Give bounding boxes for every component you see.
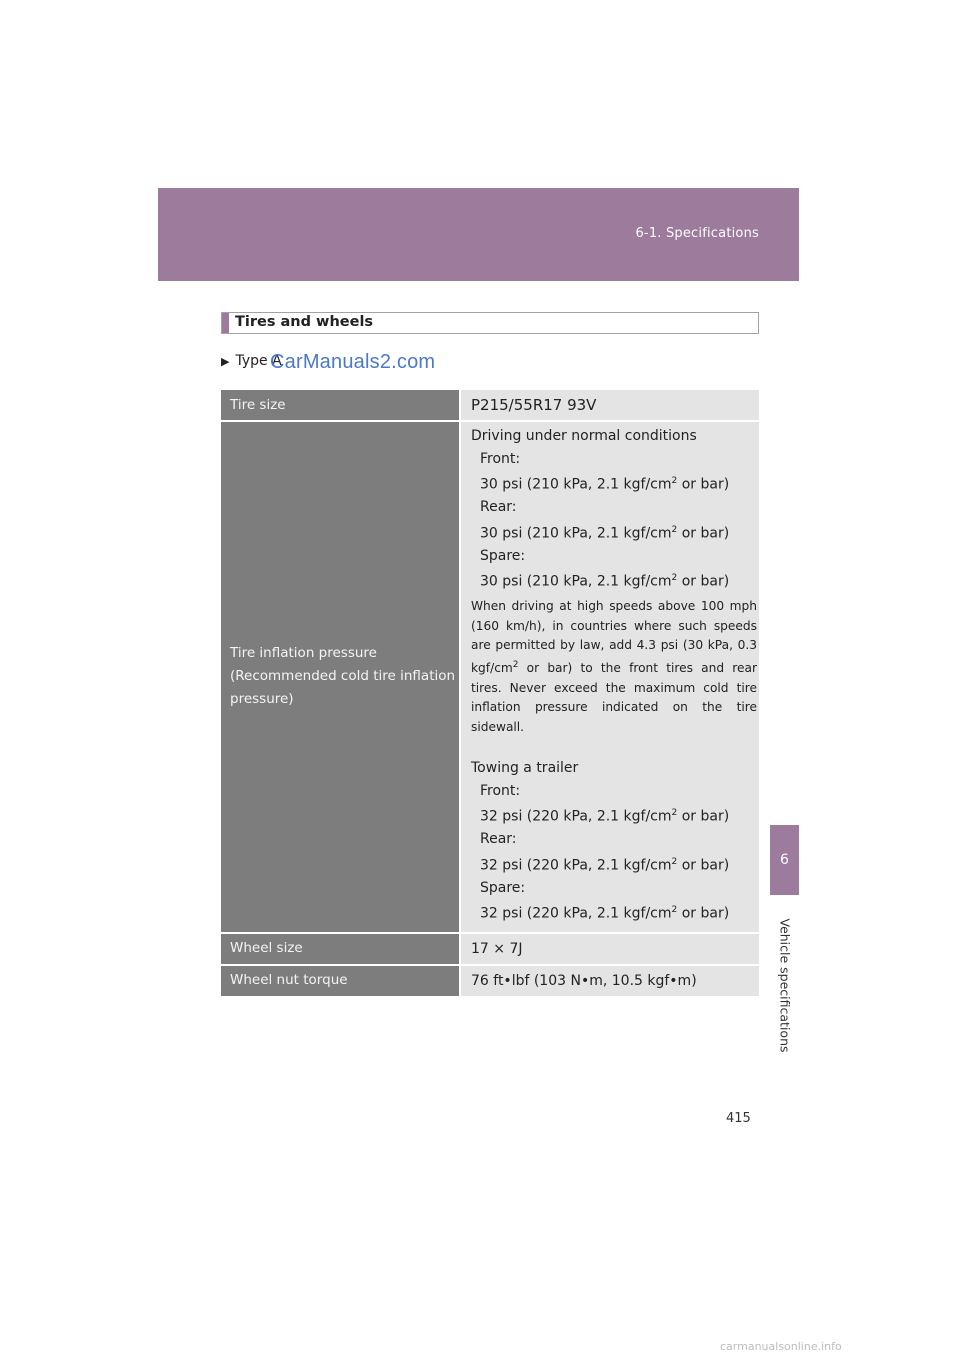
tow-front-value: 32 psi (220 kPa, 2.1 kgf/$cm^2$ or bar): [480, 808, 730, 825]
high-speed-note: When driving at high speeds above 100 mph (160 km/h), in countries where such speeds are permitted by law, add 4.3 psi (30 kPa, 0.3 kgf/$cm^2$ or bar) to the front tires and rear tires. Never exceed the maximum cold tire inflation pressure indicated on the tire sidewall.: [471, 599, 757, 734]
section-title: Tires and wheels: [235, 314, 374, 330]
tow-spare-label: Spare:: [480, 879, 526, 896]
tow-rear-label: Rear:: [480, 831, 517, 848]
wheel-size-label: Wheel size: [221, 933, 460, 965]
pressure-label-line1: Tire inflation pressure: [230, 645, 377, 662]
section-header: 6-1. Specifications: [635, 226, 759, 241]
chapter-tab[interactable]: 6: [770, 825, 799, 895]
watermark-logo[interactable]: CarManuals2.com: [270, 351, 436, 373]
tow-heading: Towing a trailer: [471, 760, 579, 777]
page-number: 415: [726, 1111, 751, 1126]
table-row-wheel-nut-torque: [221, 965, 759, 997]
pressure-value: [460, 421, 759, 933]
tow-rear-value: 32 psi (220 kPa, 2.1 kgf/$cm^2$ or bar): [480, 856, 730, 874]
rear-value: 30 psi (210 kPa, 2.1 kgf/$cm^2$ or bar): [480, 524, 730, 542]
spare-value: 30 psi (210 kPa, 2.1 kgf/$cm^2$ or bar): [480, 573, 730, 590]
wheel-size-value: 17 × 7J: [460, 933, 759, 965]
pressure-label: [221, 421, 460, 933]
pressure-label-line2: (Recommended cold tire inflation: [230, 668, 456, 685]
tire-size-value: P215/55R17 93V: [460, 390, 759, 421]
triangle-bullet-icon: ▶: [221, 354, 230, 368]
section-title-bar: [221, 312, 759, 334]
tow-front-label: Front:: [480, 782, 521, 799]
chapter-label-container: [752, 917, 818, 1053]
type-label: Type A: [235, 353, 282, 369]
wheel-nut-torque-label: Wheel nut torque: [221, 965, 460, 997]
wheel-nut-torque-value: 76 ft•lbf (103 N•m, 10.5 kgf•m): [460, 965, 759, 997]
normal-heading: Driving under normal conditions: [471, 428, 697, 444]
table-row-tire-size: [221, 390, 759, 421]
spare-label: Spare:: [480, 547, 526, 564]
table-row-pressure: [221, 421, 759, 933]
tow-spare-value: 32 psi (220 kPa, 2.1 kgf/$cm^2$ or bar): [480, 905, 730, 922]
front-value: 30 psi (210 kPa, 2.1 kgf/$cm^2$ or bar): [480, 476, 730, 493]
rear-label: Rear:: [480, 499, 517, 516]
pressure-label-line3: pressure): [230, 691, 294, 708]
chapter-label: Vehicle specifications: [777, 917, 793, 1053]
footer-watermark[interactable]: carmanualsonline.info: [720, 1340, 842, 1353]
title-accent: [222, 313, 229, 333]
table-row-wheel-size: [221, 933, 759, 965]
front-label: Front:: [480, 450, 521, 467]
header-band: [158, 188, 799, 281]
tire-size-label: Tire size: [221, 390, 460, 421]
spec-table: [221, 390, 759, 998]
